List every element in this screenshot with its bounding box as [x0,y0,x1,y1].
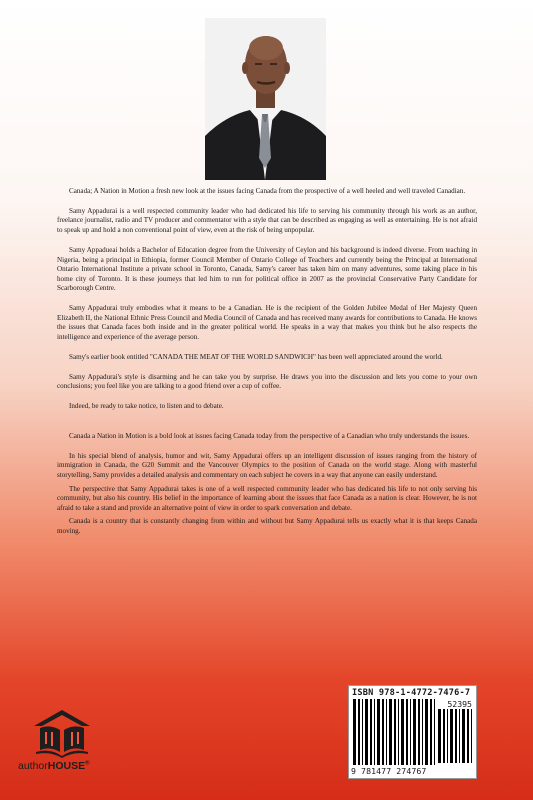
barcode-bar [365,699,368,765]
blurb-paragraph-5: Samy's earlier book entitled "CANADA THE MEAT OF THE WORLD SANDWICH" has been well appreciated around the world. [69,352,443,361]
isbn-barcode [348,685,477,779]
barcode-bar [362,699,363,765]
barcode-bar [422,699,423,765]
registered-mark: ® [85,760,90,767]
price-code: 52395 [447,699,472,709]
blurb-paragraph-7: Indeed, be ready to take notice, to listen and to debate. [69,402,224,411]
blurb-paragraph-10: The perspective that Samy Appadurai takes is one of a well respected community leader who has dedicated his life to not only serving his community, but also his country. His belief in the importance of learning about the issues that face Canada as a nation is clear. However, he is not afraid to take a stand and provide an alternative point of view in order to spark conversation and debate. [57,484,477,512]
barcode-bar [394,699,396,765]
barcode-bar [462,709,465,763]
blurb-paragraph-1: Canada; A Nation in Motion a fresh new look at the issues facing Canada from the prospective of a well heeled and well traveled Canadian. [69,187,466,195]
barcode-bar [438,709,441,763]
barcode-bar [447,709,448,763]
barcode-bars [353,699,439,765]
ean-digits: 9 781477 274767 [351,766,427,776]
barcode-bar [386,699,387,765]
publisher-name [18,760,90,772]
barcode-bar [434,699,435,765]
blurb-paragraph-6: Samy Appadurai's style is disarming and he can take you by surprise. He draws you into the discussion and lets you come to your own conclusions; you feel like you are talking to a good friend over a cup of coffee. [57,372,477,391]
barcode-bar [401,699,404,765]
barcode-bar [443,709,445,763]
author-portrait-image [205,18,326,180]
barcode-bar [425,699,428,765]
barcode-bar [471,709,472,763]
blurb-paragraph-2: Samy Appadurai is a well respected community leader who had dedicated his life to serving his community through his work as an author, freelance journalist, radio and TV producer and commentator with a style that can be described as engaging as well as entertaining. He is not afraid to speak up and hold a non conventional point of view, even at the risk of being unpopular. [57,206,477,235]
barcode-bar [377,699,380,765]
authorhouse-logo [18,706,108,776]
publisher-name-part2: HOUSE [47,760,86,772]
barcode-bar [374,699,375,765]
barcode-bar [413,699,416,765]
barcode-bar [370,699,372,765]
barcode-bar [398,699,399,765]
barcode-bar [406,699,408,765]
barcode-bar [430,699,432,765]
barcode-bar [467,709,469,763]
barcode-bar [389,699,392,765]
barcode-bar [455,709,457,763]
barcode-bar [382,699,384,765]
back-cover-blurb [57,187,477,547]
blurb-paragraph-9: In his special blend of analysis, humor and wit, Samy Appadurai offers up an intelligent discussion of issues ranging from the history of immigration in Canada, the G20 Summit and the Vancouver Olympics to the position of Canada on the world stage. Along with masterful storytelling, Samy provides a detailed analysis and commentary on each subject he covers in a way that anyone can easily understand. [57,451,477,479]
blurb-paragraph-8: Canada a Nation in Motion is a bold look at issues facing Canada today from the perspective of a Canadian who truly understands the issues. [69,431,470,440]
isbn-label: ISBN 978-1-4772-7476-7 [352,688,471,698]
blurb-paragraph-11: Canada is a country that is constantly changing from within and without but Samy Appadurai tells us exactly what it is that keeps Canada moving. [57,517,477,535]
blurb-paragraph-3: Samy Appadueai holds a Bachelor of Education degree from the University of Ceylon and his background is indeed diverse. From teaching in Nigeria, being a principal in Ethiopia, former Council Member of Ontario College of Teachers and currently being the Principal at International Ontario International Institute a private school in Toronto, Canada, Samy's career has taken him on many adventures, some taking place in his home city of Toronto. It is these journeys that led him to run for political office in 2007 as the provincial Conservative Party Candidate for Scarborough Centre. [57,245,477,293]
price-barcode-bars [438,709,472,763]
blurb-paragraph-4: Samy Appadurai truly embodies what it means to be a Canadian. He is the recipient of the Golden Jubilee Medal of Her Majesty Queen Elizabeth II, the National Ethnic Press Council and Media Council of Canada and has received many awards for contributions to Canada. He knows the issues that Canada faces both inside and in the greater political world. He speaks in a way that makes you think but he also respects the intelligence and experience of the average person. [57,304,477,342]
barcode-bar [418,699,420,765]
barcode-bar [410,699,411,765]
publisher-name-part1: author [18,760,48,772]
house-book-icon [30,706,94,758]
barcode-bar [459,709,460,763]
barcode-bar [358,699,360,765]
author-photo [205,18,326,180]
barcode-bar [450,709,453,763]
barcode-bar [353,699,356,765]
